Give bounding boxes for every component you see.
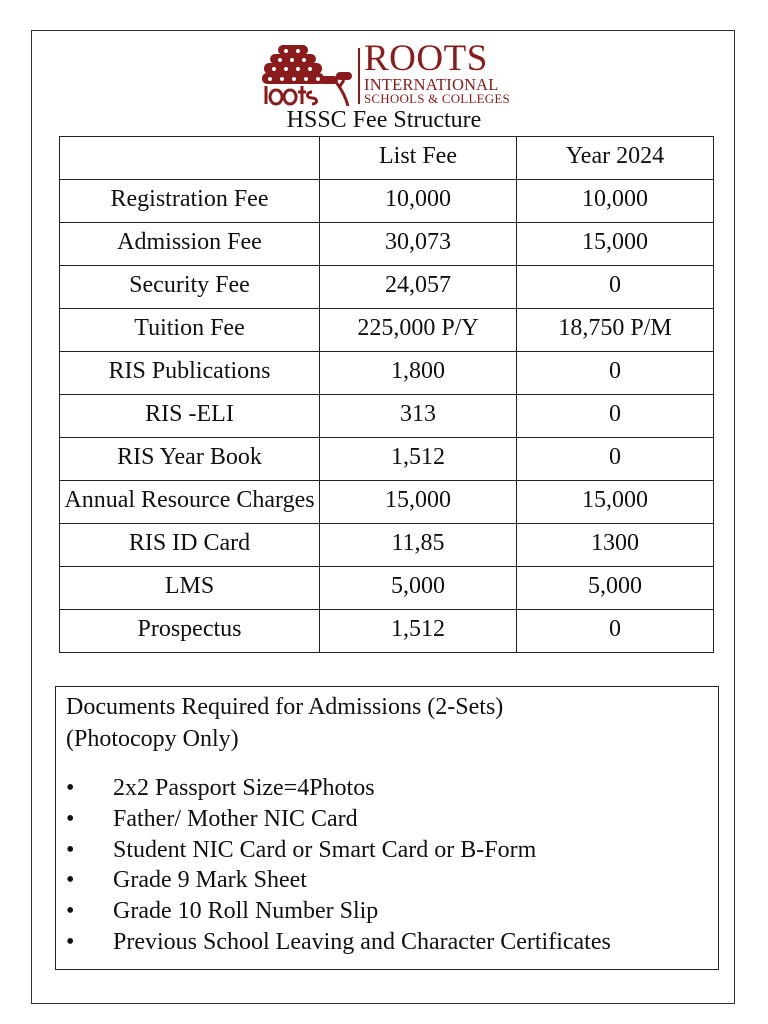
- table-cell: 10,000: [320, 180, 517, 223]
- list-item-text: Grade 9 Mark Sheet: [113, 867, 307, 894]
- table-cell: 5,000: [517, 567, 714, 610]
- table-row: [60, 309, 714, 352]
- table-row: [60, 438, 714, 481]
- documents-box: [55, 686, 719, 970]
- list-item: [66, 896, 708, 927]
- table-row: [60, 395, 714, 438]
- list-item-text: Student NIC Card or Smart Card or B-Form: [113, 836, 537, 863]
- table-header-row: [60, 137, 714, 180]
- table-row: [60, 223, 714, 266]
- table-row: [60, 352, 714, 395]
- page-title: HSSC Fee Structure: [286, 107, 482, 133]
- table-row: [60, 481, 714, 524]
- bullet-icon: •: [66, 867, 75, 894]
- bullet-icon: •: [66, 928, 75, 955]
- logo-line-1: INTERNATIONAL: [364, 75, 499, 94]
- table-cell: 0: [517, 610, 714, 653]
- table-cell: 10,000: [517, 180, 714, 223]
- list-item: [66, 865, 708, 896]
- table-cell: Admission Fee: [60, 223, 320, 266]
- list-item-text: 2x2 Passport Size=4Photos: [113, 775, 375, 801]
- list-item: [66, 835, 708, 866]
- table-cell: 30,073: [320, 223, 517, 266]
- table-cell: 24,057: [320, 266, 517, 309]
- table-cell: LMS: [60, 567, 320, 610]
- bullet-icon: •: [66, 836, 75, 863]
- logo-wordmark: [364, 40, 510, 106]
- list-item-text: Previous School Leaving and Character Certificates: [113, 928, 611, 955]
- table-cell: 0: [517, 352, 714, 395]
- table-cell: 15,000: [320, 481, 517, 524]
- list-item: [66, 773, 708, 804]
- table-cell: 0: [517, 266, 714, 309]
- table-row: [60, 524, 714, 567]
- table-cell: 15,000: [517, 481, 714, 524]
- logo-line-2: SCHOOLS & COLLEGES: [364, 91, 510, 106]
- list-item-text: Grade 10 Roll Number Slip: [113, 898, 379, 925]
- table-row: [60, 567, 714, 610]
- table-cell: 1,800: [320, 352, 517, 395]
- table-header-cell: Year 2024: [517, 137, 714, 180]
- list-item: [66, 927, 708, 958]
- bullet-icon: •: [66, 805, 75, 832]
- documents-subheading: (Photocopy Only): [66, 726, 239, 752]
- table-cell: 1,512: [320, 438, 517, 481]
- bullet-icon: •: [66, 898, 75, 925]
- table-cell: RIS ID Card: [60, 524, 320, 567]
- table-row: [60, 266, 714, 309]
- table-cell: Annual Resource Charges: [60, 481, 320, 524]
- bullet-icon: •: [66, 775, 75, 801]
- table-cell: 15,000: [517, 223, 714, 266]
- list-item: [66, 804, 708, 835]
- table-cell: 313: [320, 395, 517, 438]
- documents-list: [66, 773, 708, 958]
- table-cell: Tuition Fee: [60, 309, 320, 352]
- table-cell: Prospectus: [60, 610, 320, 653]
- table-cell: 0: [517, 395, 714, 438]
- table-cell: 1300: [517, 524, 714, 567]
- table-cell: RIS Publications: [60, 352, 320, 395]
- table-cell: RIS Year Book: [60, 438, 320, 481]
- fee-table: [59, 136, 714, 653]
- table-cell: 18,750 P/M: [517, 309, 714, 352]
- table-row: [60, 180, 714, 223]
- table-cell: 0: [517, 438, 714, 481]
- table-cell: Registration Fee: [60, 180, 320, 223]
- table-cell: RIS -ELI: [60, 395, 320, 438]
- table-cell: 225,000 P/Y: [320, 309, 517, 352]
- list-item-text: Father/ Mother NIC Card: [113, 805, 358, 832]
- table-cell: 11,85: [320, 524, 517, 567]
- documents-heading: Documents Required for Admissions (2-Sets): [66, 694, 504, 720]
- table-cell: 5,000: [320, 567, 517, 610]
- table-header-cell: List Fee: [320, 137, 517, 180]
- table-cell: 1,512: [320, 610, 517, 653]
- table-row: [60, 610, 714, 653]
- table-cell: Security Fee: [60, 266, 320, 309]
- table-header-cell: [60, 137, 320, 180]
- logo-name: ROOTS: [364, 38, 488, 79]
